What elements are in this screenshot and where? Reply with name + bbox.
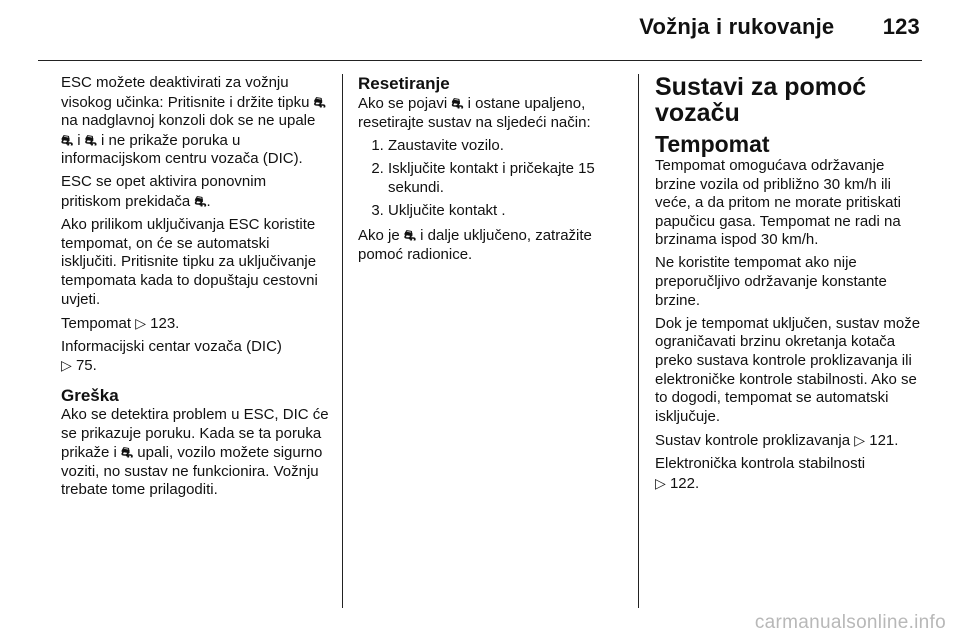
page-reference-arrow-icon: ▷ xyxy=(135,314,146,331)
section-heading-greska: Greška xyxy=(61,385,119,405)
tempomat-intro-paragraph: Tempomat omogućava održavanje brzine vozila od približno 30 km/h ili veće, a da pritom ne morate pritiskati papučicu gasa. Tempomat ne radi na brzinama ispod 30 km/h. xyxy=(655,157,901,249)
traction-off-icon: ⛐ xyxy=(61,131,74,148)
esc-off-icon: ⛐ xyxy=(313,93,326,110)
page-title: Vožnja i rukovanje xyxy=(639,14,835,39)
esc-off-icon: ⛐ xyxy=(451,95,464,111)
reset-steps-list xyxy=(358,137,626,221)
reference-stability-control[interactable]: Elektronička kontrola stabilnosti ▷ 122. xyxy=(655,454,866,492)
column-right xyxy=(655,74,925,498)
column-middle xyxy=(358,74,626,269)
page-number: 123 xyxy=(882,14,920,39)
column-divider xyxy=(638,74,639,608)
fault-paragraph: Ako se detektira problem u ESC, DIC će se prikazuje poruku. Kada se ta poruka prikaže i ⛐ upali, vozilo možete sigurno voziti, no sustav ne funkcionira. Vožnju trebate tome prilagoditi. xyxy=(61,405,329,499)
page-reference-arrow-icon: ▷ xyxy=(61,357,72,374)
header-rule xyxy=(38,60,922,61)
list-item: 3. Uključite kontakt . xyxy=(388,202,626,221)
page-header xyxy=(639,14,920,40)
page-reference-arrow-icon: ▷ xyxy=(854,431,866,448)
column-left xyxy=(61,74,329,504)
reference-traction-control[interactable]: Sustav kontrole proklizavanja ▷ 121. xyxy=(655,431,899,449)
watermark: carmanualsonline.info xyxy=(754,612,946,633)
reference-tempomat[interactable]: Tempomat ▷ 123. xyxy=(61,314,180,332)
reference-dic[interactable]: Informacijski centar vozača (DIC) ▷ 75. xyxy=(61,337,282,375)
tempomat-warning-paragraph: Ne koristite tempomat ako nije preporučljivo održavanje konstante brzine. xyxy=(655,254,887,309)
page-reference-arrow-icon: ▷ xyxy=(655,474,666,491)
esc-off-icon: ⛐ xyxy=(194,193,207,210)
esc-reactivate-paragraph: ESC se opet aktivira ponovnim pritiskom prekidača ⛐. xyxy=(61,173,267,211)
esc-off-icon: ⛐ xyxy=(403,227,416,244)
list-item: 2. Isključite kontakt i pričekajte 15 sekundi. xyxy=(388,160,626,197)
list-item: 1. Zaustavite vozilo. xyxy=(388,137,626,156)
chapter-heading: Sustavi za pomoć vozaču xyxy=(655,73,867,127)
esc-deactivate-paragraph: ESC možete deaktivirati za vožnju visokog učinka: Pritisnite i držite tipku ⛐ na nadglavnoj konzoli dok se ne upale ⛐ i ⛐ i ne prikaže poruka u informacijskom centru vozača (DIC). xyxy=(61,74,326,168)
esc-off-icon: ⛐ xyxy=(121,444,134,461)
reset-intro-paragraph: Ako se pojavi ⛐ i ostane upaljeno, resetirajte sustav na sljedeći način: xyxy=(358,95,591,131)
esc-off-icon: ⛐ xyxy=(84,131,97,148)
section-heading-resetiranje: Resetiranje xyxy=(358,74,450,93)
section-heading-tempomat: Tempomat xyxy=(655,131,770,157)
tempomat-limit-paragraph: Dok je tempomat uključen, sustav može ograničavati brzinu okretanja kotača preko sustava kontrole proklizavanja ili elektroničke kontrole stabilnosti. Ako se to dogodi, tempomat se automatski isključuje. xyxy=(655,314,921,425)
reset-help-paragraph: Ako je ⛐ i dalje uključeno, zatražite pomoć radionice. xyxy=(358,227,592,263)
column-divider xyxy=(342,74,343,608)
cruise-note-paragraph: Ako prilikom uključivanja ESC koristite tempomat, on će se automatski isključiti. Pritisnite tipku za uključivanje tempomata kada to dopuštaju cestovni uvjeti. xyxy=(61,216,318,308)
